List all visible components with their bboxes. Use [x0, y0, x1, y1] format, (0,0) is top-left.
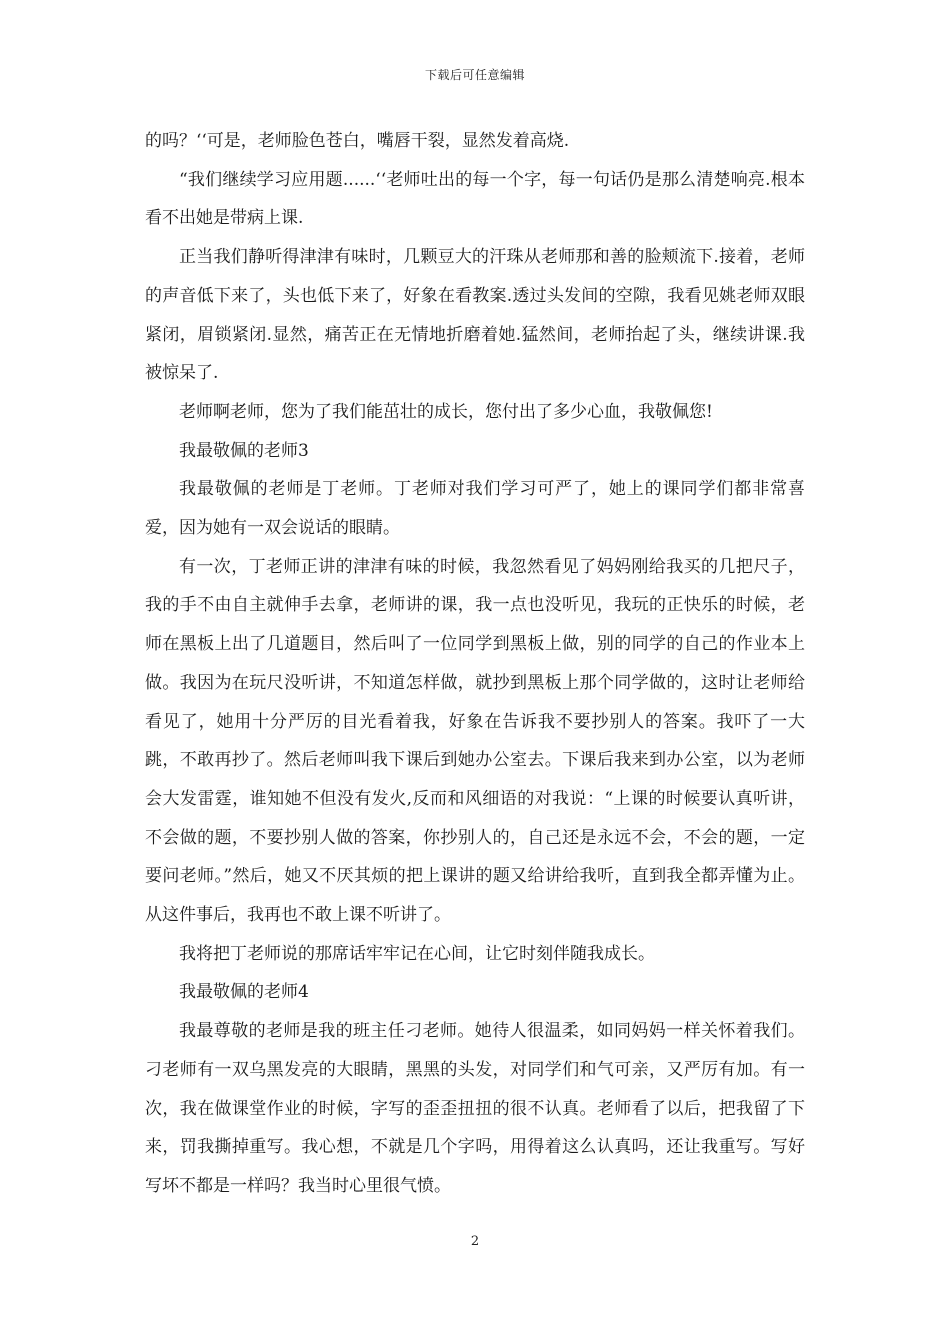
section-heading: 我最敬佩的老师4	[179, 982, 309, 1003]
paragraph: 有一次，丁老师正讲的津津有味的时候，我忽然看见了妈妈刚给我买的几把尺子，我的手不由自主就伸手去拿，老师讲的课，我一点也没听见，我玩的正快乐的时候，老师在黑板上出了几道题目，然后叫了一位同学到黑板上做，别的同学的自己的作业本上做。我因为在玩尺没听讲，不知道怎样做，就抄到黑板上那个同学做的，这时让老师给看见了，她用十分严厉的目光看着我，好象在告诉我不要抄别人的答案。我吓了一大跳，不敢再抄了。然后老师叫我下课后到她办公室去。下课后我来到办公室，以为老师会大发雷霆，谁知她不但没有发火,反而和风细语的对我说：“上课的时候要认真听讲，不会做的题，不要抄别人做的答案，你抄别人的，自己还是永远不会，不会的题，一定要问老师。”然后，她又不厌其烦的把上课讲的题又给讲给我听，直到我全都弄懂为止。从这件事后，我再也不敢上课不听讲了。	[145, 556, 805, 926]
document-body	[145, 122, 805, 1206]
paragraph: 老师啊老师，您为了我们能茁壮的成长，您付出了多少心血，我敬佩您!	[179, 401, 713, 422]
section-heading: 我最敬佩的老师3	[179, 440, 309, 461]
paragraph: 我最敬佩的老师是丁老师。丁老师对我们学习可严了，她上的课同学们都非常喜爱，因为她有一双会说话的眼睛。	[145, 479, 805, 539]
paragraph: “我们继续学习应用题......‘‘老师吐出的每一个字，每一句话仍是那么清楚响亮.根本看不出她是带病上课.	[145, 169, 805, 229]
paragraph: 我最尊敬的老师是我的班主任刁老师。她待人很温柔，如同妈妈一样关怀着我们。刁老师有一双乌黑发亮的大眼睛，黑黑的头发，对同学们和气可亲，又严厉有加。有一次，我在做课堂作业的时候，字写的歪歪扭扭的很不认真。老师看了以后，把我留了下来，罚我撕掉重写。我心想，不就是几个字吗，用得着这么认真吗，还让我重写。写好写坏不都是一样吗？我当时心里很气愤。	[145, 1021, 805, 1196]
paragraph: 的吗？‘‘可是，老师脸色苍白，嘴唇干裂，显然发着高烧.	[145, 131, 570, 151]
paragraph: 正当我们静听得津津有味时，几颗豆大的汗珠从老师那和善的脸颊流下.接着，老师的声音低下来了，头也低下来了，好象在看教案.透过头发间的空隙，我看见姚老师双眼紧闭，眉锁紧闭.显然，痛苦正在无情地折磨着她.猛然间，老师抬起了头，继续讲课.我被惊呆了.	[145, 247, 805, 384]
page-number: 2	[470, 1234, 480, 1249]
paragraph: 我将把丁老师说的那席话牢牢记在心间，让它时刻伴随我成长。	[179, 943, 655, 964]
page-header: 下载后可任意编辑	[424, 68, 525, 82]
